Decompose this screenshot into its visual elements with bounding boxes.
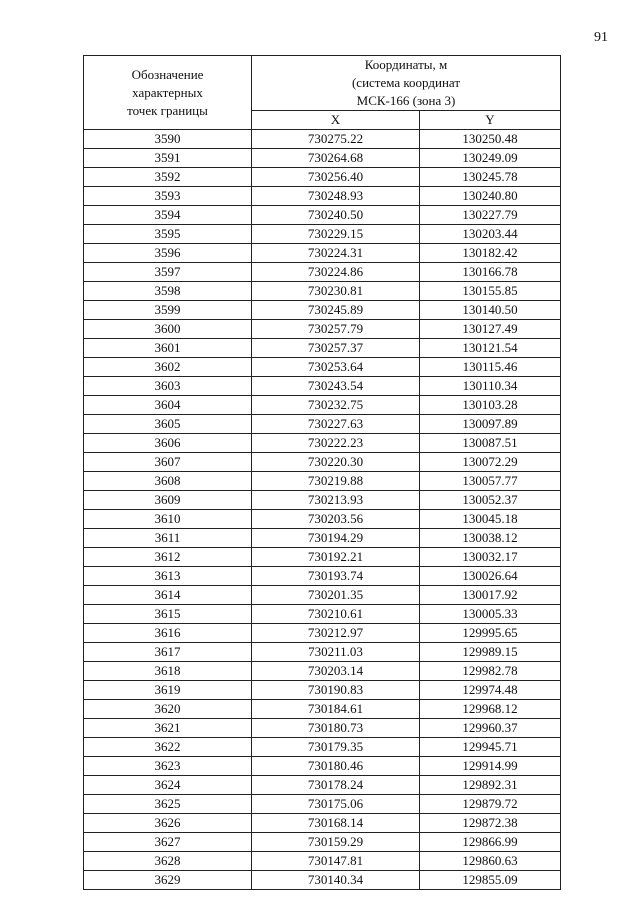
point-designation-header — [84, 56, 252, 130]
x-coordinate-cell: 730159.29 — [252, 833, 420, 852]
x-coordinate-cell: 730248.93 — [252, 187, 420, 206]
point-id-cell: 3613 — [84, 567, 252, 586]
coord-header-line-2: (система координат — [351, 75, 461, 90]
y-coordinate-cell: 130026.64 — [420, 567, 561, 586]
y-coordinate-cell: 129989.15 — [420, 643, 561, 662]
table-row — [84, 833, 561, 852]
x-coordinate-cell: 730212.97 — [252, 624, 420, 643]
x-coordinate-cell: 730243.54 — [252, 377, 420, 396]
point-id-cell: 3590 — [84, 130, 252, 149]
table-row — [84, 605, 561, 624]
point-id-cell: 3617 — [84, 643, 252, 662]
y-coordinate-cell: 130127.49 — [420, 320, 561, 339]
table-row — [84, 168, 561, 187]
table-row — [84, 149, 561, 168]
y-coordinate-cell: 130155.85 — [420, 282, 561, 301]
table-row — [84, 415, 561, 434]
point-id-cell: 3592 — [84, 168, 252, 187]
table-row — [84, 301, 561, 320]
x-coordinate-cell: 730140.34 — [252, 871, 420, 890]
x-coordinate-cell: 730168.14 — [252, 814, 420, 833]
table-row — [84, 130, 561, 149]
x-coordinate-cell: 730210.61 — [252, 605, 420, 624]
point-id-cell: 3614 — [84, 586, 252, 605]
y-coordinate-cell: 130005.33 — [420, 605, 561, 624]
y-coordinate-cell: 129968.12 — [420, 700, 561, 719]
x-coordinate-cell: 730179.35 — [252, 738, 420, 757]
x-coordinate-cell: 730180.46 — [252, 757, 420, 776]
y-coordinate-cell: 130249.09 — [420, 149, 561, 168]
table-row — [84, 206, 561, 225]
y-coordinate-cell: 130240.80 — [420, 187, 561, 206]
point-id-cell: 3618 — [84, 662, 252, 681]
table-row — [84, 491, 561, 510]
point-id-cell: 3596 — [84, 244, 252, 263]
x-coordinate-cell: 730219.88 — [252, 472, 420, 491]
x-coordinate-cell: 730275.22 — [252, 130, 420, 149]
point-id-cell: 3615 — [84, 605, 252, 624]
y-coordinate-cell: 130038.12 — [420, 529, 561, 548]
y-coordinate-cell: 129974.48 — [420, 681, 561, 700]
y-coordinate-cell: 130166.78 — [420, 263, 561, 282]
table-row — [84, 320, 561, 339]
y-coordinate-cell: 129860.63 — [420, 852, 561, 871]
x-coordinate-cell: 730193.74 — [252, 567, 420, 586]
point-id-cell: 3620 — [84, 700, 252, 719]
x-coordinate-cell: 730222.23 — [252, 434, 420, 453]
x-coordinate-cell: 730264.68 — [252, 149, 420, 168]
x-coordinate-cell: 730257.37 — [252, 339, 420, 358]
table-row — [84, 757, 561, 776]
y-coordinate-cell: 130052.37 — [420, 491, 561, 510]
x-coordinate-cell: 730194.29 — [252, 529, 420, 548]
point-header-line-2: характерных — [132, 84, 203, 100]
point-id-cell: 3624 — [84, 776, 252, 795]
table-row — [84, 586, 561, 605]
point-id-cell: 3628 — [84, 852, 252, 871]
table-row — [84, 453, 561, 472]
y-coordinate-cell: 130103.28 — [420, 396, 561, 415]
y-coordinate-cell: 130097.89 — [420, 415, 561, 434]
point-id-cell: 3625 — [84, 795, 252, 814]
y-coordinate-cell: 130110.34 — [420, 377, 561, 396]
table-row — [84, 187, 561, 206]
y-coordinate-cell: 129866.99 — [420, 833, 561, 852]
table-row — [84, 472, 561, 491]
point-id-cell: 3616 — [84, 624, 252, 643]
page-number: 91 — [594, 30, 608, 45]
table-row — [84, 681, 561, 700]
point-id-cell: 3601 — [84, 339, 252, 358]
point-id-cell: 3612 — [84, 548, 252, 567]
coord-header-line-1: Координаты, м — [364, 57, 448, 72]
y-coordinate-cell: 129914.99 — [420, 757, 561, 776]
point-id-cell: 3604 — [84, 396, 252, 415]
point-id-cell: 3626 — [84, 814, 252, 833]
table-row — [84, 263, 561, 282]
x-coordinate-cell: 730203.14 — [252, 662, 420, 681]
y-coordinate-cell: 130140.50 — [420, 301, 561, 320]
x-coordinate-cell: 730253.64 — [252, 358, 420, 377]
x-coordinate-cell: 730257.79 — [252, 320, 420, 339]
point-id-cell: 3603 — [84, 377, 252, 396]
point-id-cell: 3610 — [84, 510, 252, 529]
table-row — [84, 624, 561, 643]
x-coordinate-cell: 730203.56 — [252, 510, 420, 529]
coordinates-group-header — [252, 56, 561, 111]
point-id-cell: 3627 — [84, 833, 252, 852]
x-coordinate-cell: 730211.03 — [252, 643, 420, 662]
point-id-cell: 3595 — [84, 225, 252, 244]
table-row — [84, 738, 561, 757]
y-coordinate-cell: 130072.29 — [420, 453, 561, 472]
y-column-header: Y — [420, 111, 561, 130]
x-coordinate-cell: 730184.61 — [252, 700, 420, 719]
x-coordinate-cell: 730220.30 — [252, 453, 420, 472]
table-row — [84, 396, 561, 415]
table-row — [84, 795, 561, 814]
y-coordinate-cell: 130227.79 — [420, 206, 561, 225]
point-id-cell: 3600 — [84, 320, 252, 339]
x-coordinate-cell: 730230.81 — [252, 282, 420, 301]
y-coordinate-cell: 130245.78 — [420, 168, 561, 187]
table-row — [84, 776, 561, 795]
point-id-cell: 3623 — [84, 757, 252, 776]
table-row — [84, 339, 561, 358]
point-id-cell: 3605 — [84, 415, 252, 434]
point-id-cell: 3621 — [84, 719, 252, 738]
x-coordinate-cell: 730229.15 — [252, 225, 420, 244]
y-coordinate-cell: 129879.72 — [420, 795, 561, 814]
table-row — [84, 814, 561, 833]
x-coordinate-cell: 730190.83 — [252, 681, 420, 700]
y-coordinate-cell: 130250.48 — [420, 130, 561, 149]
point-id-cell: 3597 — [84, 263, 252, 282]
table-row — [84, 529, 561, 548]
y-coordinate-cell: 129892.31 — [420, 776, 561, 795]
x-coordinate-cell: 730178.24 — [252, 776, 420, 795]
coord-header-line-3: МСК-166 (зона 3) — [356, 93, 456, 108]
x-coordinate-cell: 730213.93 — [252, 491, 420, 510]
table-row — [84, 852, 561, 871]
x-coordinate-cell: 730240.50 — [252, 206, 420, 225]
table-row — [84, 719, 561, 738]
point-id-cell: 3599 — [84, 301, 252, 320]
point-header-line-3: точек границы — [127, 102, 208, 118]
table-row — [84, 434, 561, 453]
x-coordinate-cell: 730245.89 — [252, 301, 420, 320]
x-coordinate-cell: 730227.63 — [252, 415, 420, 434]
y-coordinate-cell: 129995.65 — [420, 624, 561, 643]
y-coordinate-cell: 130115.46 — [420, 358, 561, 377]
y-coordinate-cell: 130032.17 — [420, 548, 561, 567]
x-coordinate-cell: 730224.31 — [252, 244, 420, 263]
x-coordinate-cell: 730201.35 — [252, 586, 420, 605]
point-id-cell: 3622 — [84, 738, 252, 757]
table-row — [84, 662, 561, 681]
table-row — [84, 700, 561, 719]
table-row — [84, 377, 561, 396]
table-row — [84, 510, 561, 529]
table-row — [84, 244, 561, 263]
x-coordinate-cell: 730175.06 — [252, 795, 420, 814]
y-coordinate-cell: 129982.78 — [420, 662, 561, 681]
y-coordinate-cell: 130057.77 — [420, 472, 561, 491]
y-coordinate-cell: 130203.44 — [420, 225, 561, 244]
table-row — [84, 225, 561, 244]
table-row — [84, 548, 561, 567]
point-id-cell: 3591 — [84, 149, 252, 168]
table-row — [84, 567, 561, 586]
x-coordinate-cell: 730256.40 — [252, 168, 420, 187]
coordinates-table — [83, 55, 561, 890]
point-id-cell: 3607 — [84, 453, 252, 472]
table-row — [84, 871, 561, 890]
x-column-header: X — [252, 111, 420, 130]
x-coordinate-cell: 730232.75 — [252, 396, 420, 415]
y-coordinate-cell: 130087.51 — [420, 434, 561, 453]
point-id-cell: 3619 — [84, 681, 252, 700]
table-row — [84, 358, 561, 377]
table-row — [84, 282, 561, 301]
y-coordinate-cell: 129945.71 — [420, 738, 561, 757]
point-id-cell: 3598 — [84, 282, 252, 301]
y-coordinate-cell: 130045.18 — [420, 510, 561, 529]
point-id-cell: 3594 — [84, 206, 252, 225]
point-id-cell: 3609 — [84, 491, 252, 510]
y-coordinate-cell: 129872.38 — [420, 814, 561, 833]
table-row — [84, 643, 561, 662]
point-id-cell: 3611 — [84, 529, 252, 548]
y-coordinate-cell: 130121.54 — [420, 339, 561, 358]
point-id-cell: 3606 — [84, 434, 252, 453]
point-id-cell: 3593 — [84, 187, 252, 206]
y-coordinate-cell: 129960.37 — [420, 719, 561, 738]
x-coordinate-cell: 730180.73 — [252, 719, 420, 738]
x-coordinate-cell: 730224.86 — [252, 263, 420, 282]
point-id-cell: 3602 — [84, 358, 252, 377]
y-coordinate-cell: 130017.92 — [420, 586, 561, 605]
y-coordinate-cell: 130182.42 — [420, 244, 561, 263]
point-header-line-1: Обозначение — [131, 66, 204, 82]
x-coordinate-cell: 730192.21 — [252, 548, 420, 567]
point-id-cell: 3608 — [84, 472, 252, 491]
point-id-cell: 3629 — [84, 871, 252, 890]
x-coordinate-cell: 730147.81 — [252, 852, 420, 871]
y-coordinate-cell: 129855.09 — [420, 871, 561, 890]
